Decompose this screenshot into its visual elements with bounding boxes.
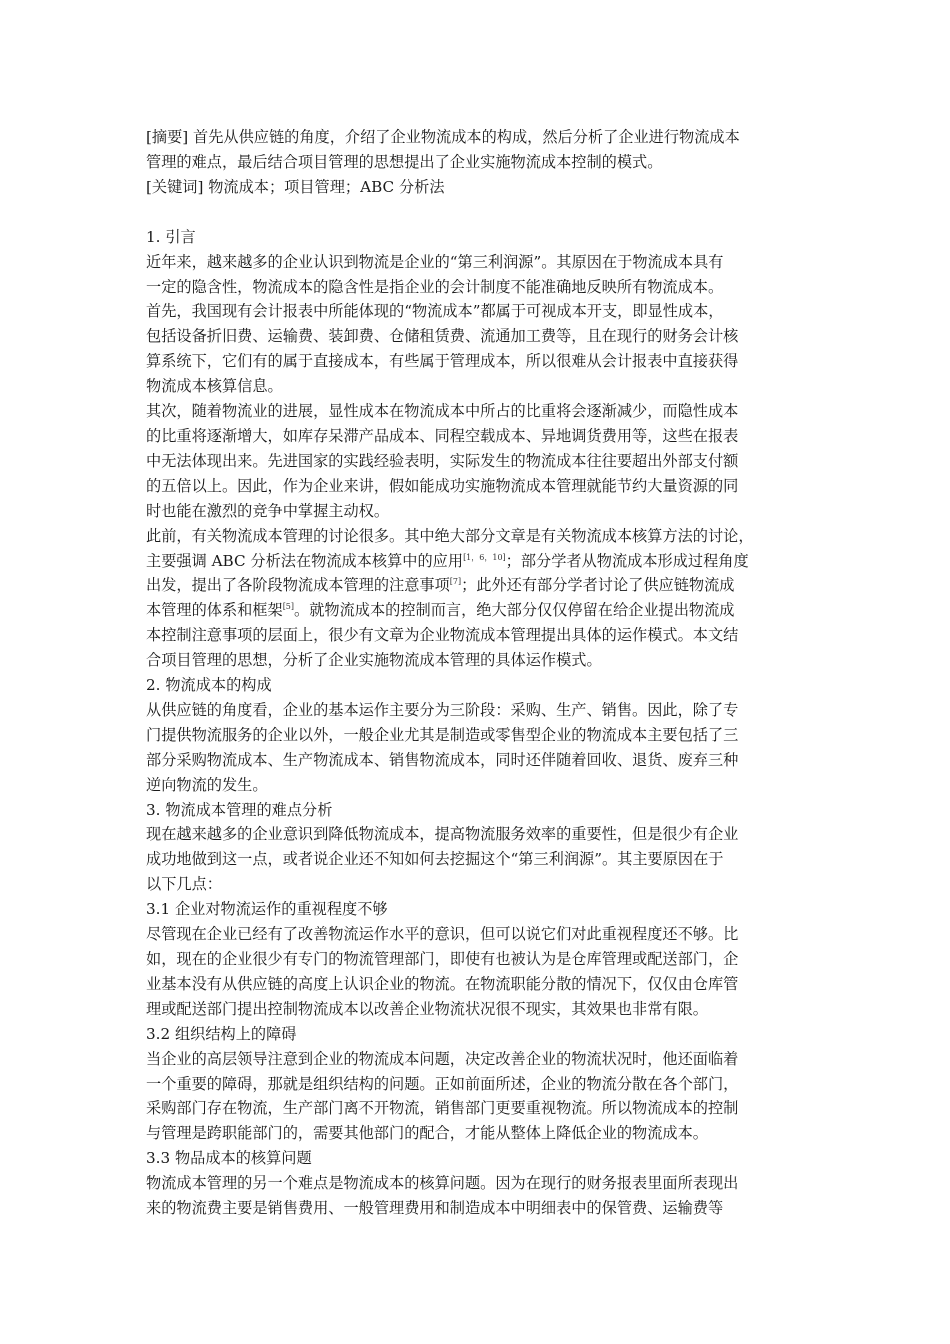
text-line: 其次，随着物流业的进展，显性成本在物流成本中所占的比重将会逐渐减少，而隐性成本	[146, 402, 739, 421]
text-line: 门提供物流服务的企业以外，一般企业尤其是制造或零售型企业的物流成本主要包括了三	[146, 725, 739, 744]
subsection-3-1-heading: 3.1 企业对物流运作的重视程度不够	[146, 900, 388, 919]
keywords-line: [关键词] 物流成本；项目管理；ABC 分析法	[146, 177, 445, 196]
citation-marker: [1，6，10]	[463, 552, 506, 562]
citation-marker: [5]	[282, 602, 295, 612]
abstract-line-2: 管理的难点，最后结合项目管理的思想提出了企业实施物流成本控制的模式。	[146, 152, 663, 171]
text-line: 从供应链的角度看，企业的基本运作主要分为三阶段：采购、生产、销售。因此，除了专	[146, 700, 739, 719]
section-3-heading: 3. 物流成本管理的难点分析	[146, 800, 333, 819]
text-line-with-citation	[146, 573, 805, 598]
text-line: 部分采购物流成本、生产物流成本、销售物流成本，同时还伴随着回收、退货、废弃三种	[146, 750, 739, 769]
text-line: 采购部门存在物流，生产部门离不开物流，销售部门更要重视物流。所以物流成本的控制	[146, 1099, 739, 1118]
subsection-3-3-heading: 3.3 物品成本的核算问题	[146, 1149, 312, 1168]
text-line: 本控制注意事项的层面上，很少有文章为企业物流成本管理提出具体的运作模式。本文结	[146, 626, 739, 645]
text-line: 合项目管理的思想，分析了企业实施物流成本管理的具体运作模式。	[146, 651, 602, 670]
text-segment: ；部分学者从物流成本形成过程角度	[505, 551, 749, 570]
text-line: 算系统下，它们有的属于直接成本，有些属于管理成本，所以很难从会计报表中直接获得	[146, 352, 739, 371]
section-2-paragraph-1	[146, 698, 805, 798]
subsection-3-2-paragraph	[146, 1047, 805, 1147]
text-line: 物流成本管理的另一个难点是物流成本的核算问题。因为在现行的财务报表里面所表现出	[146, 1174, 739, 1193]
text-line: 业基本没有从供应链的高度上认识企业的物流。在物流职能分散的情况下，仅仅由仓库管	[146, 974, 739, 993]
text-line: 首先，我国现有会计报表中所能体现的“物流成本”都属于可视成本开支，即显性成本，	[146, 302, 724, 321]
text-line: 现在越来越多的企业意识到降低物流成本，提高物流服务效率的重要性，但是很少有企业	[146, 825, 739, 844]
text-line: 一定的隐含性，物流成本的隐含性是指企业的会计制度不能准确地反映所有物流成本。	[146, 277, 724, 296]
subsection-3-1-paragraph	[146, 922, 805, 1022]
text-line: 近年来，越来越多的企业认识到物流是企业的“第三利润源”。其原因在于物流成本具有	[146, 252, 724, 271]
section-1-paragraph-2	[146, 299, 805, 399]
text-line: 的五倍以上。因此，作为企业来讲，假如能成功实施物流成本管理就能节约大量资源的同	[146, 476, 739, 495]
text-line: 成功地做到这一点，或者说企业还不知如何去挖掘这个“第三利润源”。其主要原因在于	[146, 850, 724, 869]
text-line: 中无法体现出来。先进国家的实践经验表明，实际发生的物流成本往往要超出外部支付额	[146, 451, 739, 470]
text-line: 以下几点：	[146, 875, 222, 894]
text-segment: 。就物流成本的控制而言，绝大部分仅仅停留在给企业提出物流成	[294, 601, 735, 620]
text-segment: 出发，提出了各阶段物流成本管理的注意事项	[146, 576, 450, 595]
citation-marker: [7]	[449, 577, 462, 587]
text-line-with-citation	[146, 549, 805, 574]
text-line: 逆向物流的发生。	[146, 775, 268, 794]
section-2-heading: 2. 物流成本的构成	[146, 676, 272, 695]
text-line: 一个重要的障碍，那就是组织结构的问题。正如前面所述，企业的物流分散在各个部门，	[146, 1074, 739, 1093]
text-segment: 主要强调 ABC 分析法在物流成本核算中的应用	[146, 551, 464, 570]
text-line: 的比重将逐渐增大，如库存呆滞产品成本、同程空载成本、异地调货费用等，这些在报表	[146, 426, 739, 445]
text-line: 尽管现在企业已经有了改善物流运作水平的意识，但可以说它们对此重视程度还不够。比	[146, 925, 739, 944]
section-1-paragraph-3	[146, 399, 805, 524]
text-segment: 本管理的体系和框架	[146, 601, 283, 620]
text-line: 理或配送部门提出控制物流成本以改善企业物流状况很不现实，其效果也非常有限。	[146, 999, 708, 1018]
section-1-paragraph-1	[146, 250, 805, 300]
text-line: 当企业的高层领导注意到企业的物流成本问题，决定改善企业的物流状况时，他还面临着	[146, 1049, 739, 1068]
text-line: 如，现在的企业很少有专门的物流管理部门，即使有也被认为是仓库管理或配送部门，企	[146, 950, 739, 968]
text-line: 此前，有关物流成本管理的讨论很多。其中绝大部分文章是有关物流成本核算方法的讨论，	[146, 526, 754, 545]
subsection-3-3-paragraph	[146, 1171, 805, 1221]
text-line: 物流成本核算信息。	[146, 377, 283, 396]
text-line: 来的物流费主要是销售费用、一般管理费用和制造成本中明细表中的保管费、运输费等	[146, 1199, 724, 1218]
abstract-line-1: [摘要] 首先从供应链的角度，介绍了企业物流成本的构成，然后分析了企业进行物流成本	[146, 128, 740, 146]
text-line: 与管理是跨职能部门的，需要其他部门的配合，才能从整体上降低企业的物流成本。	[146, 1124, 708, 1143]
text-line: 包括设备折旧费、运输费、装卸费、仓储租赁费、流通加工费等，且在现行的财务会计核	[146, 327, 739, 346]
blank-gap	[146, 200, 805, 225]
section-3-paragraph-1	[146, 822, 805, 897]
text-segment: ；此外还有部分学者讨论了供应链物流成	[461, 576, 735, 595]
text-line: 时也能在激烈的竞争中掌握主动权。	[146, 501, 389, 520]
subsection-3-2-heading: 3.2 组织结构上的障碍	[146, 1024, 297, 1043]
section-1-heading: 1. 引言	[146, 227, 196, 246]
section-1-paragraph-4	[146, 524, 805, 673]
text-line-with-citation	[146, 598, 805, 623]
